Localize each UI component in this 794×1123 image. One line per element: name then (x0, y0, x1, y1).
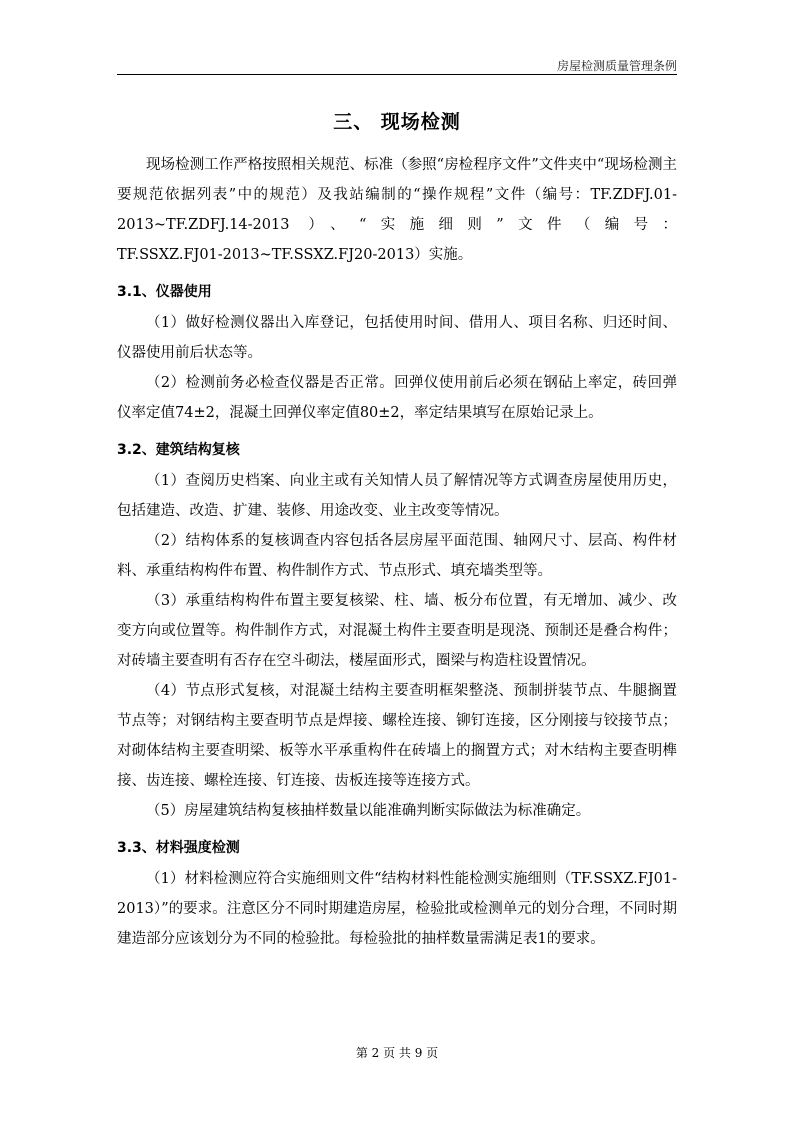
document-body (117, 150, 677, 954)
body-paragraph: （1）做好检测仪器出入库登记，包括使用时间、借用人、项目名称、归还时间、仪器使用前后状态等。 (117, 315, 677, 361)
section-heading: 3.1、仪器使用 (117, 284, 212, 300)
body-paragraph: （5）房屋建筑结构复核抽样数量以能准确判断实际做法为标准确定。 (146, 803, 591, 819)
intro-paragraph: 现场检测工作严格按照相关规范、标准（参照“房检程序文件”文件夹中“现场检测主要规范依据列表”中的规范）及我站编制的“操作规程”文件（编号：TF.ZDFJ.01-2013~TF.ZDFJ.14-2013 ）、“实施细则”文件（编号： (117, 157, 677, 233)
section-heading: 3.3、材料强度检测 (117, 840, 240, 856)
intro-paragraph-tail: TF.SSXZ.FJ01-2013~TF.SSXZ.FJ20-2013）实施。 (117, 247, 473, 263)
page-number: 第 2 页 共 9 页 (355, 1046, 439, 1060)
body-paragraph: （4）节点形式复核，对混凝土结构主要查明框架整浇、预制拼装节点、牛腿搁置节点等；对钢结构主要查明节点是焊接、螺栓连接、铆钉连接，区分刚接与铰接节点；对砌体结构主要查明梁、板等水平承重构件在砖墙上的搁置方式；对木结构主要查明榫接、齿连接、螺栓连接、钉连接、齿板连接等连接方式。 (117, 683, 677, 789)
body-paragraph: （2）结构体系的复核调查内容包括各层房屋平面范围、轴网尺寸、层高、构件材料、承重结构构件布置、构件制作方式、节点形式、填充墙类型等。 (117, 533, 677, 579)
header-divider (117, 74, 677, 75)
body-paragraph: （2）检测前务必检查仪器是否正常。回弹仪使用前后必须在钢砧上率定，砖回弹仪率定值74±2，混凝土回弹仪率定值80±2，率定结果填写在原始记录上。 (117, 375, 677, 421)
body-paragraph: （1）查阅历史档案、向业主或有关知情人员了解情况等方式调查房屋使用历史，包括建造、改造、扩建、装修、用途改变、业主改变等情况。 (117, 473, 677, 519)
body-paragraph: （1）材料检测应符合实施细则文件“结构材料性能检测实施细则（TF.SSXZ.FJ01-2013）”的要求。注意区分不同时期建造房屋，检验批或检测单元的划分合理，不同时期建造部分应该划分为不同的检验批。每检验批的抽样数量需满足表1的要求。 (117, 871, 677, 947)
body-paragraph: （3）承重结构构件布置主要复核梁、柱、墙、板分布位置，有无增加、减少、改变方向或位置等。构件制作方式，对混凝土构件主要查明是现浇、预制还是叠合构件；对砖墙主要查明有否存在空斗砌法，楼屋面形式，圈梁与构造柱设置情况。 (117, 593, 677, 669)
section-heading: 3.2、建筑结构复核 (117, 442, 240, 458)
running-header: 房屋检测质量管理条例 (556, 59, 677, 73)
page-title: 三、 现场检测 (333, 111, 461, 133)
